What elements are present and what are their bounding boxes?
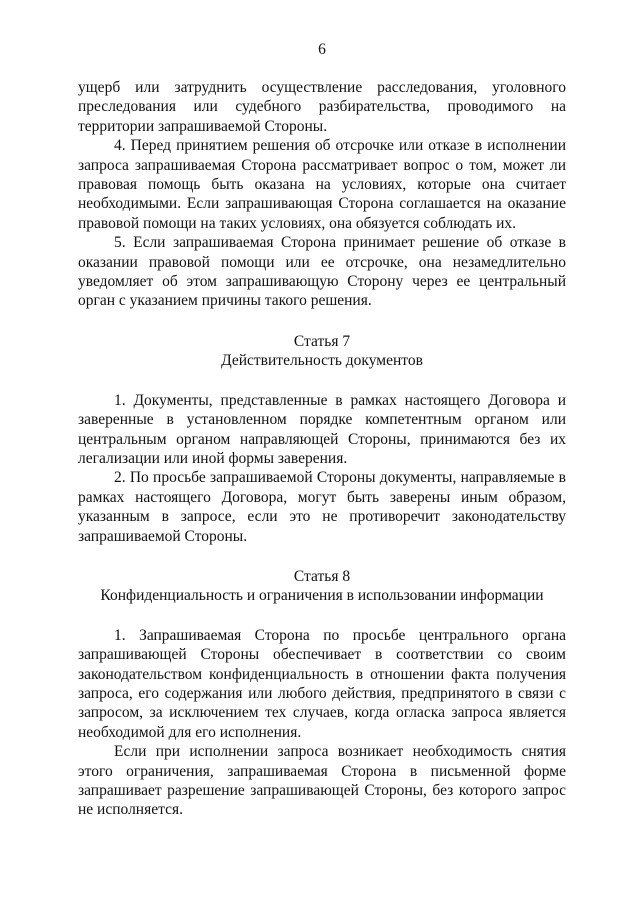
article-8-title: Конфиденциальность и ограничения в использовании информации (100, 587, 544, 605)
paragraph-continuation: ущерб или затруднить осуществление расследования, уголовного преследования или судебного разбирательства, проводимого на территории запрашиваемой Стороны. (78, 79, 566, 135)
article-8-paragraph-1: 1. Запрашиваемая Сторона по просьбе центрального органа запрашивающей Стороны обеспечивает в соответствии со своим законодательством конфиденциальность в отношении факта получения запроса, его содержания или любого действия, предпринятого в связи с запросом, за исключением тех случаев, когда огласка запроса является необходимой для его исполнения. (78, 626, 566, 741)
article-7-title: Действительность документов (221, 352, 423, 370)
article-7-paragraph-2: 2. По просьбе запрашиваемой Стороны документы, направляемые в рамках настоящего Договора, могут быть заверены иным образом, указанным в запросе, если это не противоречит законодательству запрашиваемой Стороны. (78, 469, 566, 545)
article-7-number: Статья 7 (293, 332, 351, 350)
paragraph-item-4: 4. Перед принятием решения об отсрочке или отказе в исполнении запроса запрашиваемая Сторона рассматривает вопрос о том, может ли правовая помощь быть оказана на условиях, которые она считает необходимыми. Если запрашивающая Сторона соглашается на оказание правовой помощи на таких условиях, она обязуется соблюдать их. (78, 137, 566, 232)
page-number: 6 (318, 41, 326, 58)
paragraph-item-5: 5. Если запрашиваемая Сторона принимает решение об отказе в оказании правовой помощи или ее отсрочке, она незамедлительно уведомляет об этом запрашивающую Сторону через ее центральный орган с указанием причины такого решения. (78, 234, 566, 310)
document-body (78, 78, 566, 820)
article-8-paragraph-2: Если при исполнении запроса возникает необходимость снятия этого ограничения, запрашиваемая Сторона в письменной форме запрашивает разрешение запрашивающей Стороны, без которого запрос не исполняется. (78, 743, 566, 819)
article-8-number: Статья 8 (293, 567, 351, 585)
spacer (78, 371, 566, 391)
spacer (78, 606, 566, 626)
article-7-paragraph-1: 1. Документы, представленные в рамках настоящего Договора и заверенные в установленном порядке компетентным органом или центральным органом направляющей Стороны, принимаются без их легализации или иной формы заверения. (78, 391, 566, 467)
